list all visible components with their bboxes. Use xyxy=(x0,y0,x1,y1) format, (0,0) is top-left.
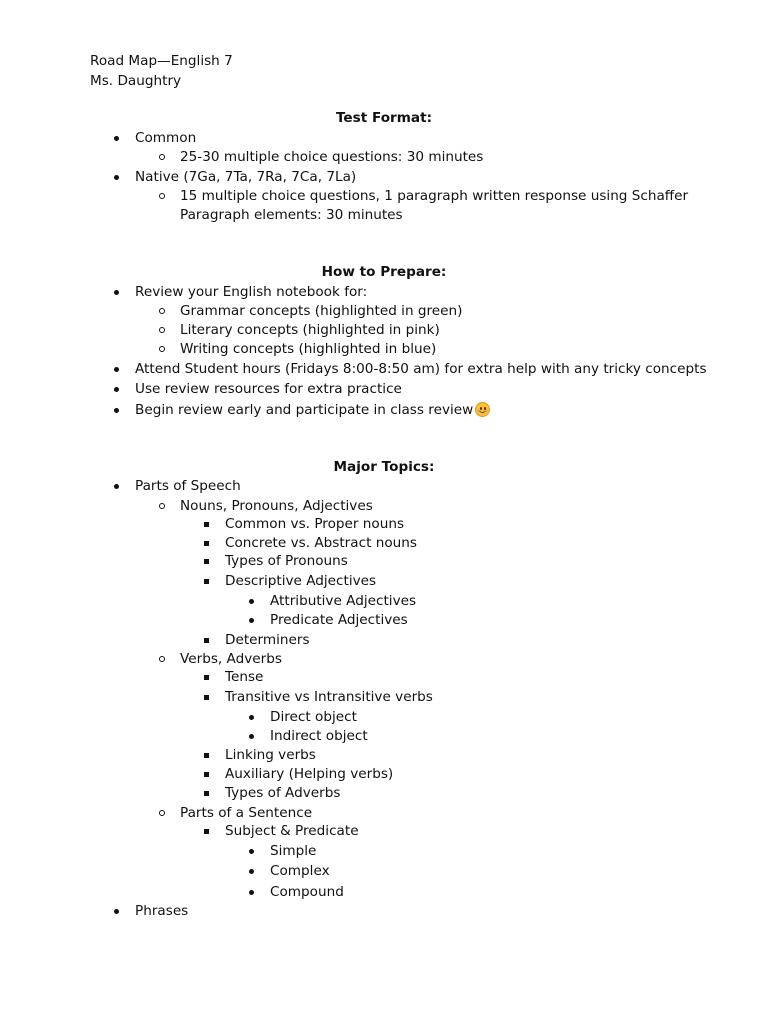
list-item-complex: Complex xyxy=(270,863,330,879)
list-item-native-detail-cont: Paragraph elements: 30 minutes xyxy=(180,207,403,223)
list-item-compound: Compound xyxy=(270,884,344,900)
list-item-verbs-adverbs: Verbs, Adverbs xyxy=(180,651,282,667)
document-title: Road Map—English 7 xyxy=(90,53,233,69)
list-item-indirect-object: Indirect object xyxy=(270,728,368,744)
major-topics-heading: Major Topics: xyxy=(333,459,435,475)
list-item-phrases: Phrases xyxy=(135,903,189,919)
list-item-auxiliary: Auxiliary (Helping verbs) xyxy=(225,766,394,782)
list-item-transitive: Transitive vs Intransitive verbs xyxy=(225,689,433,705)
list-item-grammar: Grammar concepts (highlighted in green) xyxy=(180,303,463,319)
list-item-descriptive-adjectives: Descriptive Adjectives xyxy=(225,573,377,589)
list-item-common-detail: 25-30 multiple choice questions: 30 minutes xyxy=(180,149,484,165)
list-item-student-hours: Attend Student hours (Fridays 8:00-8:50 am) for extra help with any tricky concepts xyxy=(135,361,707,377)
list-item-types-pronouns: Types of Pronouns xyxy=(225,553,348,569)
list-item-parts-sentence: Parts of a Sentence xyxy=(180,805,313,821)
list-item-attributive: Attributive Adjectives xyxy=(270,593,417,609)
list-item-tense: Tense xyxy=(225,669,264,685)
list-item-begin-review xyxy=(135,401,490,420)
list-item-types-adverbs: Types of Adverbs xyxy=(225,785,341,801)
list-item-common-proper: Common vs. Proper nouns xyxy=(225,516,405,532)
list-item-literary: Literary concepts (highlighted in pink) xyxy=(180,322,440,338)
list-item-predicate-adjectives: Predicate Adjectives xyxy=(270,612,408,628)
smiling-face-icon xyxy=(475,402,490,417)
list-item-linking-verbs: Linking verbs xyxy=(225,747,316,763)
list-item-native: Native (7Ga, 7Ta, 7Ra, 7Ca, 7La) xyxy=(135,169,357,185)
how-to-prepare-heading: How to Prepare: xyxy=(321,264,447,280)
list-item-simple: Simple xyxy=(270,843,317,859)
list-item-nouns-pronouns-adjectives: Nouns, Pronouns, Adjectives xyxy=(180,498,373,514)
list-item-resources: Use review resources for extra practice xyxy=(135,381,402,397)
list-item-review-notebook: Review your English notebook for: xyxy=(135,284,368,300)
list-item-concrete-abstract: Concrete vs. Abstract nouns xyxy=(225,535,417,551)
list-item-direct-object: Direct object xyxy=(270,709,357,725)
list-item-determiners: Determiners xyxy=(225,632,310,648)
teacher-name: Ms. Daughtry xyxy=(90,73,182,89)
list-item-native-detail: 15 multiple choice questions, 1 paragraph written response using Schaffer xyxy=(180,188,689,204)
test-format-heading: Test Format: xyxy=(335,110,433,126)
list-item-subject-predicate: Subject & Predicate xyxy=(225,823,359,839)
list-item-common: Common xyxy=(135,130,197,146)
begin-review-text: Begin review early and participate in class review xyxy=(135,402,474,418)
list-item-writing: Writing concepts (highlighted in blue) xyxy=(180,341,437,357)
list-item-parts-of-speech: Parts of Speech xyxy=(135,478,241,494)
